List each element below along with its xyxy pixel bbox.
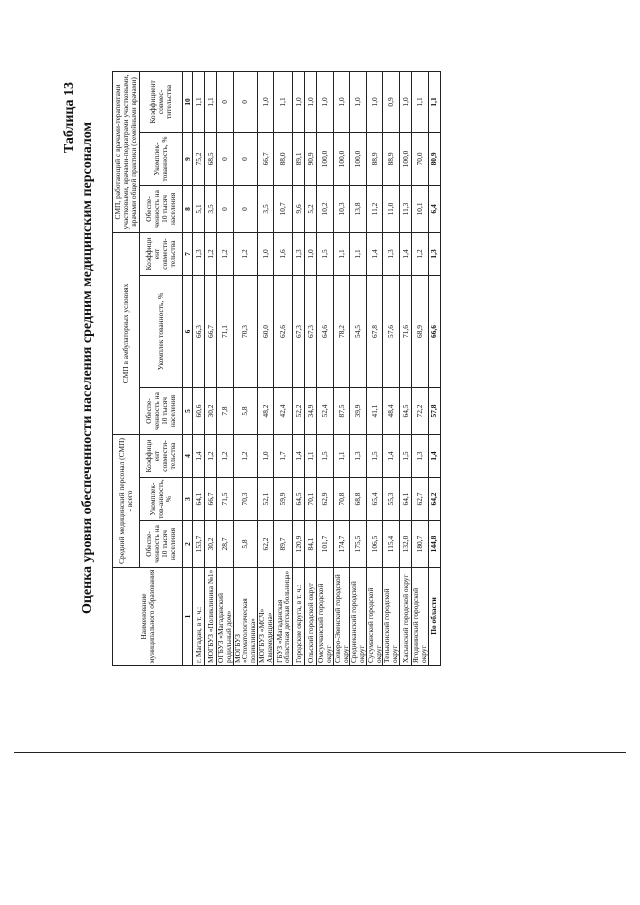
table-cell: 5,8 [233,521,257,568]
table-cell: 0 [233,132,257,185]
table-cell: 1,4 [428,434,440,477]
header-col: Укомплек-тованность, % [140,132,183,185]
row-name: МОГБУЗ «Поликлиника №1» [205,568,217,666]
table-cell: 66,6 [428,275,440,387]
table-cell: 90,9 [305,132,317,185]
table-cell: 66,3 [193,275,205,387]
column-number: 8 [183,185,193,232]
column-number: 3 [183,478,193,521]
table-cell: 68,9 [412,275,429,387]
table-cell: 1,4 [293,434,305,477]
table-row [293,71,305,665]
table-cell: 62,9 [317,478,334,521]
row-name: Северо-Эвенский городской округ [333,568,350,666]
table-cell: 1,7 [274,434,293,477]
table-cell: 10,7 [274,185,293,232]
row-name: Среднеканский городской округ [350,568,367,666]
table-row [333,71,350,665]
table-cell: 34,9 [305,387,317,434]
table-cell: 1,5 [366,434,383,477]
table-cell: 75,2 [193,132,205,185]
row-name: МОГБУЗ «МСЧ» Авиамедицина» [257,568,274,666]
table-cell: 88,0 [274,132,293,185]
table-cell: 1,3 [412,434,429,477]
table-body [193,71,441,665]
table-cell: 0 [233,185,257,232]
table-cell: 68,5 [205,132,217,185]
row-name: ОГБУЗ «Магаданский родильный дом» [217,568,234,666]
table-cell: 80,9 [428,132,440,185]
table-cell: 57,8 [428,387,440,434]
table-cell: 1,0 [317,71,334,132]
table-cell: 1,6 [274,232,293,275]
table-cell: 62,2 [257,521,274,568]
table-cell: 1,4 [193,434,205,477]
row-name: Тенькинский городской округ [383,568,400,666]
table-row [205,71,217,665]
table-cell: 1,0 [305,232,317,275]
table-cell: 41,1 [366,387,383,434]
column-number: 2 [183,521,193,568]
row-name: г. Магадан, в т. ч.: [193,568,205,666]
header-col: Обеспе-ченность на 10 тысяч населения [140,185,183,232]
table-cell: 120,9 [293,521,305,568]
header-name: Наименование муниципального образования [113,568,183,666]
table-row [428,71,440,665]
table-cell: 1,0 [333,71,350,132]
table-cell: 71,1 [217,275,234,387]
column-number: 9 [183,132,193,185]
table-cell: 70,3 [233,478,257,521]
table-row [317,71,334,665]
table-cell: 64,2 [428,478,440,521]
table-cell: 174,7 [333,521,350,568]
table-cell: 52,4 [317,387,334,434]
table-cell: 66,7 [257,132,274,185]
table-cell: 48,4 [383,387,400,434]
table-cell: 180,7 [412,521,429,568]
column-number: 5 [183,387,193,434]
header-group-district: СМП, работающий с врачами-терапевтами участковыми, врачами-педиатрами участковыми, врачами общей практики (семейными врачами) [113,71,140,232]
table-cell: 89,1 [293,132,305,185]
table-cell: 66,7 [205,275,217,387]
table-cell: 60,6 [193,387,205,434]
table-cell: 1,2 [233,434,257,477]
table-cell: 67,3 [305,275,317,387]
table-row [233,71,257,665]
table-cell: 101,7 [317,521,334,568]
table-row [257,71,274,665]
table-cell: 0 [217,185,234,232]
table-row [274,71,293,665]
table-cell: 1,1 [333,232,350,275]
table-cell: 0 [233,71,257,132]
table-cell: 64,1 [193,478,205,521]
table-cell: 3,5 [257,185,274,232]
table-cell: 30,2 [205,387,217,434]
table-cell: 71,6 [400,275,412,387]
table-cell: 88,9 [383,132,400,185]
row-name: ГБУЗ «Магаданская областная детская больница» [274,568,293,666]
table-cell: 1,1 [350,232,367,275]
table-cell: 66,7 [205,478,217,521]
column-number: 10 [183,71,193,132]
table-cell: 1,1 [193,71,205,132]
table-cell: 1,3 [193,232,205,275]
table-row [350,71,367,665]
header-col: Обеспе-ченность на 10 тысяч населения [140,387,183,434]
table-cell: 1,5 [317,434,334,477]
table-cell: 100,0 [317,132,334,185]
table-cell: 89,7 [274,521,293,568]
table-cell: 67,8 [366,275,383,387]
staffing-table [112,71,441,666]
table-cell: 11,0 [383,185,400,232]
column-number: 4 [183,434,193,477]
table-cell: 100,0 [333,132,350,185]
table-cell: 1,1 [412,71,429,132]
table-cell: 115,4 [383,521,400,568]
table-row [217,71,234,665]
table-cell: 13,8 [350,185,367,232]
table-cell: 65,4 [366,478,383,521]
table-cell: 10,1 [412,185,429,232]
table-cell: 1,5 [400,434,412,477]
row-name: Хасынский городской округ [400,568,412,666]
table-cell: 1,4 [366,232,383,275]
table-cell: 0 [217,132,234,185]
table-cell: 5,2 [305,185,317,232]
table-cell: 52,2 [293,387,305,434]
table-cell: 100,0 [350,132,367,185]
table-row [400,71,412,665]
table-cell: 1,2 [412,232,429,275]
table-title: Оценка уровня обеспеченности населения средним медицинским персоналом [80,121,95,615]
table-cell: 88,9 [366,132,383,185]
table-cell: 106,5 [366,521,383,568]
header-col: Коэффициент совмес-тительства [140,71,183,132]
table-row [193,71,205,665]
table-cell: 64,1 [400,478,412,521]
header-col: Обеспе-ченность на 10 тысяч населения [140,521,183,568]
table-cell: 70,0 [412,132,429,185]
header-col: Коэффици ент совмести-тельства [140,434,183,477]
table-cell: 1,0 [400,71,412,132]
table-cell: 48,2 [257,387,274,434]
column-number: 7 [183,232,193,275]
table-cell: 100,0 [400,132,412,185]
table-cell: 68,8 [350,478,367,521]
table-cell: 11,2 [366,185,383,232]
table-cell: 1,1 [333,434,350,477]
table-row [366,71,383,665]
table-cell: 0 [217,71,234,132]
table-cell: 9,6 [293,185,305,232]
row-name: Ольский городской округ [305,568,317,666]
table-cell: 64,5 [293,478,305,521]
table-cell: 52,1 [257,478,274,521]
horizontal-rule [14,752,626,753]
table-cell: 1,3 [383,232,400,275]
header-group-total: Средний медицинский персонал (СМП) - всего [113,434,140,567]
table-cell: 1,0 [366,71,383,132]
row-name: Сусуманский городской округ [366,568,383,666]
table-cell: 0,9 [383,71,400,132]
table-cell: 10,2 [317,185,334,232]
table-cell: 1,0 [257,434,274,477]
column-number: 6 [183,275,193,387]
table-cell: 1,3 [350,434,367,477]
header-col: Укомплек тованность, % [140,275,183,387]
table-cell: 1,0 [305,71,317,132]
table-cell: 54,5 [350,275,367,387]
table-cell: 62,6 [274,275,293,387]
table-cell: 72,2 [412,387,429,434]
column-number: 1 [183,568,193,666]
table-cell: 30,2 [205,521,217,568]
row-name: По области [428,568,440,666]
header-col: Коэффици ент совмести-тельства [140,232,183,275]
table-cell: 7,8 [217,387,234,434]
table-cell: 1,4 [400,232,412,275]
rotated-page-content [62,68,462,668]
table-cell: 1,0 [257,71,274,132]
table-cell: 70,3 [233,275,257,387]
table-cell: 11,3 [400,185,412,232]
table-cell: 70,1 [305,478,317,521]
table-cell: 1,1 [274,71,293,132]
table-cell: 71,5 [217,478,234,521]
table-cell: 55,3 [383,478,400,521]
table-cell: 57,6 [383,275,400,387]
table-cell: 1,0 [257,232,274,275]
table-cell: 6,4 [428,185,440,232]
table-cell: 1,1 [205,71,217,132]
table-cell: 1,2 [205,232,217,275]
table-cell: 64,5 [400,387,412,434]
table-cell: 132,0 [400,521,412,568]
table-cell: 10,3 [333,185,350,232]
table-cell: 42,4 [274,387,293,434]
table-cell: 175,5 [350,521,367,568]
row-name: Ягоднинский городской округ [412,568,429,666]
table-cell: 153,7 [193,521,205,568]
table-row [305,71,317,665]
header-col: Укомплек-тов-анность, % [140,478,183,521]
table-cell: 5,1 [193,185,205,232]
table-cell: 1,3 [428,232,440,275]
table-cell: 67,3 [293,275,305,387]
table-cell: 1,0 [350,71,367,132]
table-cell: 84,1 [305,521,317,568]
table-cell: 5,8 [233,387,257,434]
table-cell: 78,2 [333,275,350,387]
table-cell: 62,7 [412,478,429,521]
row-name: МОГБУЗ «Стоматологическая поликлиника» [233,568,257,666]
table-cell: 1,3 [293,232,305,275]
table-row [412,71,429,665]
table-cell: 87,5 [333,387,350,434]
table-cell: 1,2 [233,232,257,275]
table-cell: 1,5 [317,232,334,275]
table-cell: 28,7 [217,521,234,568]
table-cell: 144,8 [428,521,440,568]
table-cell: 3,5 [205,185,217,232]
table-cell: 1,4 [383,434,400,477]
table-cell: 70,8 [333,478,350,521]
row-name: Городские округа, в т. ч.: [293,568,305,666]
row-name: Омсукчанский городской округ [317,568,334,666]
table-cell: 1,1 [305,434,317,477]
table-cell: 60,0 [257,275,274,387]
table-cell: 1,1 [428,71,440,132]
table-row [383,71,400,665]
header-group-outpatient: СМП в амбулаторных условиях [113,232,140,434]
table-number: Таблица 13 [62,82,77,154]
table-cell: 1,0 [293,71,305,132]
table-cell: 1,2 [217,232,234,275]
table-cell: 59,9 [274,478,293,521]
table-cell: 39,9 [350,387,367,434]
table-cell: 1,2 [217,434,234,477]
table-cell: 1,2 [205,434,217,477]
table-cell: 64,6 [317,275,334,387]
